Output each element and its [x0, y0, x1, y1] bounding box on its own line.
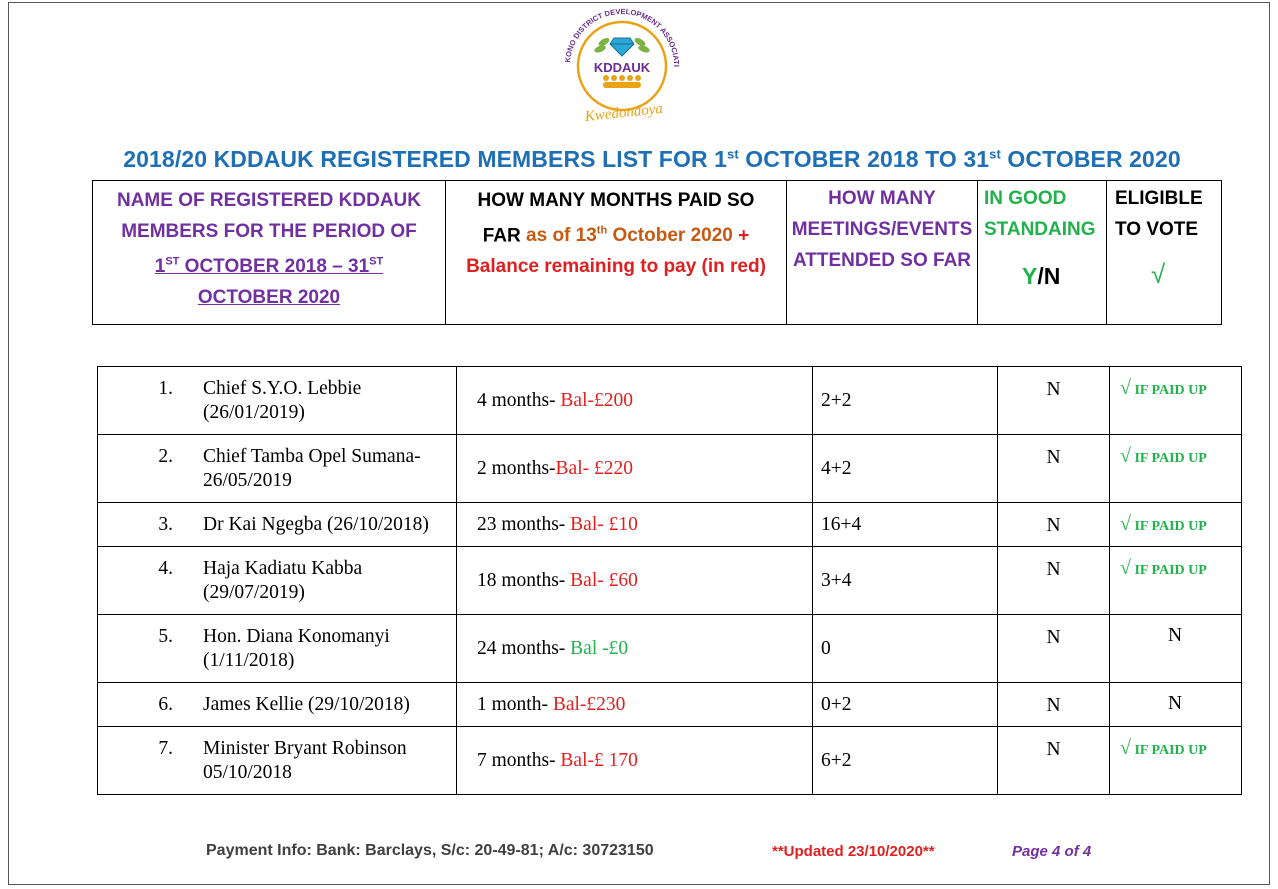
- balance-remaining: Bal -£0: [570, 637, 629, 659]
- vote-status: IF PAID UP: [1130, 563, 1207, 578]
- eligible-vote-cell: [1110, 727, 1242, 795]
- balance-remaining: Bal-£230: [552, 693, 626, 715]
- months-paid: 7 months-: [477, 749, 561, 771]
- member-name-cell: [98, 727, 457, 795]
- member-name: Hon. Diana Konomanyi: [203, 626, 390, 647]
- good-standing-cell: N: [998, 435, 1110, 503]
- months-paid-cell: [457, 435, 813, 503]
- meetings-cell: 4+2: [813, 435, 998, 503]
- members-table: [97, 366, 1242, 795]
- header-months-column: HOW MANY MONTHS PAID SO FAR as of 13th October 2020 + Balance remaining to pay (in red): [446, 181, 787, 325]
- months-paid-cell: [457, 367, 813, 435]
- good-standing-cell: N: [998, 727, 1110, 795]
- table-row: [98, 435, 1242, 503]
- table-row: [98, 547, 1242, 615]
- meetings-cell: 2+2: [813, 367, 998, 435]
- months-paid-cell: [457, 615, 813, 683]
- eligible-vote-cell: [1110, 503, 1242, 547]
- check-icon: √: [1120, 737, 1131, 759]
- logo-script: Kwedondoya: [584, 100, 664, 126]
- months-paid-cell: [457, 727, 813, 795]
- header-name-column: NAME OF REGISTERED KDDAUK MEMBERS FOR THE PERIOD OF 1ST OCTOBER 2018 – 31ST OCTOBER 2020: [93, 181, 446, 325]
- header-meetings-column: HOW MANY MEETINGS/EVENTS ATTENDED SO FAR: [787, 181, 978, 325]
- header-eligible-column: ELIGIBLE TO VOTE √: [1107, 181, 1222, 325]
- member-date: (26/01/2019): [203, 402, 305, 423]
- member-date: (29/07/2019): [203, 582, 305, 603]
- good-standing-cell: N: [998, 683, 1110, 727]
- months-paid-cell: [457, 503, 813, 547]
- months-paid: 24 months-: [477, 637, 571, 659]
- member-number: 3.: [158, 514, 173, 535]
- meetings-cell: 0+2: [813, 683, 998, 727]
- logo-brand: KDDAUK: [593, 60, 651, 75]
- member-name-cell: [98, 503, 457, 547]
- months-paid: 2 months-: [477, 457, 556, 479]
- vote-status: IF PAID UP: [1130, 383, 1207, 398]
- good-standing-cell: N: [998, 503, 1110, 547]
- member-name-cell: [98, 435, 457, 503]
- logo-ring-text: KONO DISTRICT DEVELOPMENT ASSOCIATI: [563, 6, 682, 67]
- months-paid: 4 months-: [477, 389, 561, 411]
- member-number: 6.: [158, 694, 173, 715]
- check-icon: √: [1151, 259, 1166, 289]
- months-paid: 18 months-: [477, 569, 571, 591]
- eligible-vote-cell: [1110, 683, 1242, 727]
- member-number: 7.: [158, 738, 173, 759]
- meetings-cell: 6+2: [813, 727, 998, 795]
- months-paid: 1 month-: [477, 693, 553, 715]
- member-name: Minister Bryant Robinson: [203, 738, 407, 759]
- vote-status: IF PAID UP: [1130, 743, 1207, 758]
- member-name: James Kellie (29/10/2018): [203, 694, 410, 715]
- member-name: Haja Kadiatu Kabba: [203, 558, 363, 579]
- months-paid: 23 months-: [477, 513, 571, 535]
- eligible-vote-cell: [1110, 547, 1242, 615]
- balance-remaining: Bal- £10: [570, 513, 638, 535]
- meetings-cell: 3+4: [813, 547, 998, 615]
- good-standing-cell: N: [998, 547, 1110, 615]
- payment-info: Payment Info: Bank: Barclays, S/c: 20-49-81; A/c: 30723150: [206, 842, 654, 859]
- table-row: [98, 727, 1242, 795]
- balance-remaining: Bal-£200: [560, 389, 633, 411]
- table-row: [98, 615, 1242, 683]
- balance-remaining: Bal-£ 170: [560, 749, 638, 771]
- kddauk-logo: [552, 4, 692, 132]
- check-icon: √: [1120, 377, 1131, 399]
- header-table: [92, 180, 1222, 325]
- check-icon: √: [1120, 445, 1131, 467]
- member-number: 2.: [158, 446, 173, 467]
- eligible-vote-cell: [1110, 615, 1242, 683]
- logo-graphic: [552, 4, 692, 132]
- months-paid-cell: [457, 547, 813, 615]
- member-number: 1.: [158, 378, 173, 399]
- member-name-cell: [98, 547, 457, 615]
- member-number: 4.: [158, 558, 173, 579]
- table-row: [98, 367, 1242, 435]
- vote-status: IF PAID UP: [1130, 451, 1207, 466]
- table-row: [98, 683, 1242, 727]
- member-date: 05/10/2018: [203, 762, 292, 783]
- balance-remaining: Bal- £60: [570, 569, 638, 591]
- vote-status: N: [1167, 693, 1183, 714]
- member-date: 26/05/2019: [203, 470, 292, 491]
- check-icon: √: [1120, 513, 1131, 535]
- page-title: 2018/20 KDDAUK REGISTERED MEMBERS LIST FOR 1st OCTOBER 2018 TO 31st OCTOBER 2020: [123, 146, 1181, 172]
- header-good-standing-column: IN GOOD STANDAING Y/N: [978, 181, 1107, 325]
- balance-remaining: Bal- £220: [555, 457, 633, 479]
- months-paid-cell: [457, 683, 813, 727]
- vote-status: IF PAID UP: [1130, 519, 1207, 534]
- meetings-cell: 16+4: [813, 503, 998, 547]
- good-standing-cell: N: [998, 367, 1110, 435]
- updated-note: **Updated 23/10/2020**: [772, 843, 935, 860]
- page-number: Page 4 of 4: [1012, 843, 1092, 860]
- member-date: (1/11/2018): [203, 650, 295, 671]
- member-name-cell: [98, 683, 457, 727]
- eligible-vote-cell: [1110, 367, 1242, 435]
- member-name-cell: [98, 615, 457, 683]
- member-number: 5.: [158, 626, 173, 647]
- table-row: [98, 503, 1242, 547]
- good-standing-cell: N: [998, 615, 1110, 683]
- member-name: Chief S.Y.O. Lebbie: [203, 378, 362, 399]
- vote-status: N: [1167, 625, 1183, 646]
- meetings-cell: 0: [813, 615, 998, 683]
- member-name: Chief Tamba Opel Sumana-: [203, 446, 421, 467]
- member-name: Dr Kai Ngegba (26/10/2018): [203, 514, 429, 535]
- eligible-vote-cell: [1110, 435, 1242, 503]
- member-name-cell: [98, 367, 457, 435]
- check-icon: √: [1120, 557, 1131, 579]
